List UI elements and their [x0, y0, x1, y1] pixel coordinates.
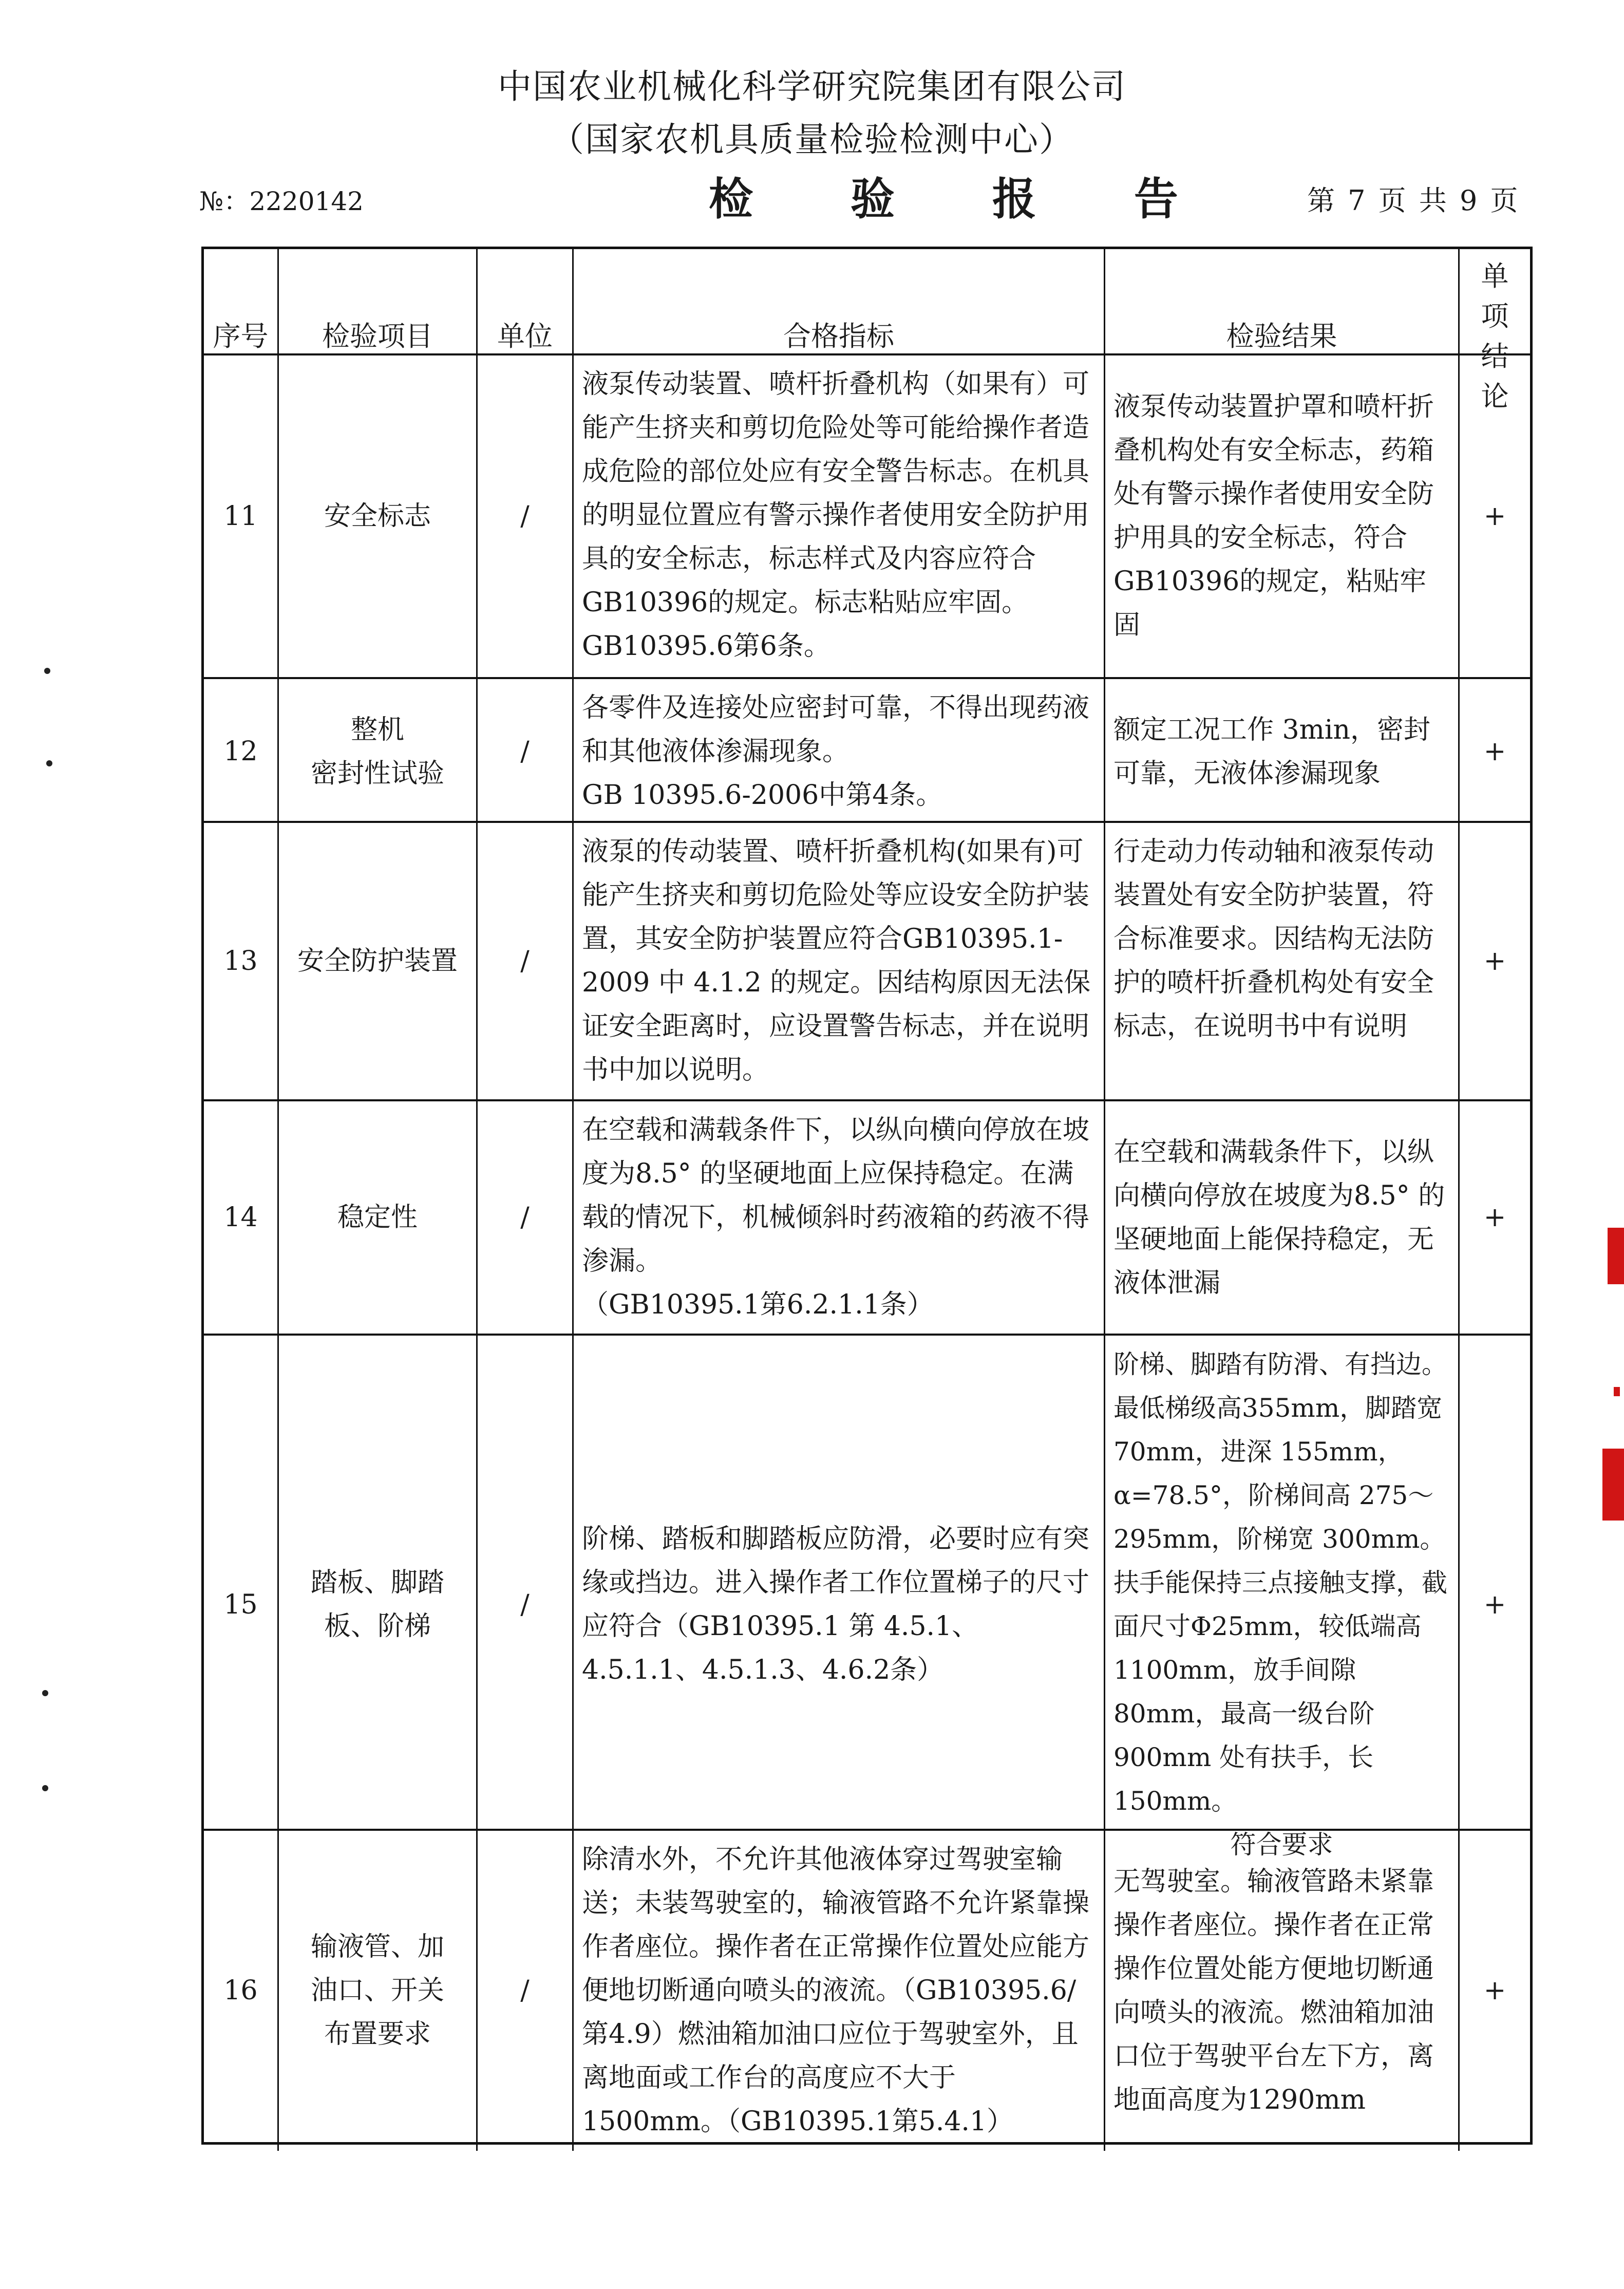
table-row — [204, 677, 1530, 821]
stamp-fragment — [1602, 1449, 1624, 1521]
header-spec: 合格指标 — [572, 249, 1104, 424]
header-item: 检验项目 — [277, 249, 476, 424]
row-spec: 液泵的传动装置、喷杆折叠机构(如果有)可能产生挤夹和剪切危险处等应设安全防护装置，其安全防护装置应符合GB10395.1-2009 中 4.1.2 的规定。因结构原因无法保证安全距离时，应设置警告标志，并在说明书中加以说明。 — [572, 823, 1104, 1099]
row-no: 16 — [223, 1975, 258, 2006]
row-conclusion: + — [1458, 1336, 1530, 1874]
header-unit: 单位 — [476, 249, 572, 424]
header-no: 序号 — [213, 320, 269, 352]
organization-name: 中国农业机械化科学研究院集团有限公司 — [498, 67, 1126, 106]
report-title: 检 验 报 告 — [709, 173, 1219, 225]
binding-dot — [46, 760, 52, 766]
inspection-table — [201, 247, 1533, 2145]
table-row — [204, 1099, 1530, 1334]
row-result — [1104, 1831, 1458, 2151]
row-conclusion: + — [1458, 823, 1530, 1099]
row-unit: / — [476, 1101, 572, 1334]
organization-subtitle: （国家农机具质量检验检测中心） — [550, 120, 1074, 159]
row-item: 整机 密封性试验 — [277, 679, 476, 824]
row-result — [1104, 679, 1458, 824]
row-spec: 除清水外，不允许其他液体穿过驾驶室输送；未装驾驶室的，输液管路不允许紧靠操作者座位。操作者在正常操作位置处应能方便地切断通向喷头的液流。（GB10395.6/第4.9）燃油箱加油口应位于驾驶室外，且离地面或工作台的高度应不大于1500mm。（GB10395.1第5.4.1） — [572, 1831, 1104, 2151]
binding-dot — [44, 668, 50, 674]
row-result-text: 在空载和满载条件下，以纵向横向停放在坡度为8.5° 的坚硬地面上能保持稳定，无液体泄漏 — [1113, 1136, 1445, 1299]
row-item: 踏板、脚踏 板、阶梯 — [277, 1336, 476, 1874]
row-spec — [572, 1336, 1104, 1874]
row-item: 安全防护装置 — [277, 823, 476, 1099]
table-row — [204, 1334, 1530, 1860]
row-unit: / — [476, 1336, 572, 1874]
row-item: 安全标志 — [277, 355, 476, 677]
row-unit: / — [476, 823, 572, 1099]
row-unit: / — [476, 355, 572, 677]
row-conclusion: + — [1458, 1831, 1530, 2151]
row-result-text: 液泵传动装置护罩和喷杆折叠机构处有安全标志，药箱处有警示操作者使用安全防护用具的安全标志，符合GB10396的规定，粘贴牢固 — [1113, 391, 1434, 641]
table-header-row — [204, 249, 1530, 412]
row-no: 14 — [223, 1202, 258, 1233]
header-conclusion: 单项结论 — [1458, 249, 1530, 424]
table-row — [204, 353, 1530, 677]
row-spec: 在空载和满载条件下，以纵向横向停放在坡度为8.5° 的坚硬地面上应保持稳定。在满载的情况下，机械倾斜时药液箱的药液不得渗漏。 （GB10395.1第6.2.1.1条） — [572, 1101, 1104, 1334]
row-spec-text: 阶梯、踏板和脚踏板应防滑，必要时应有突缘或挡边。进入操作者工作位置梯子的尺寸应符合（GB10395.1 第 4.5.1、4.5.1.1、4.5.1.3、4.6.2条） — [582, 1524, 1090, 1685]
report-number: №：2220142 — [199, 186, 364, 216]
row-result — [1104, 1101, 1458, 1334]
row-conclusion: + — [1458, 355, 1530, 677]
page-number: 第 7 页 共 9 页 — [1307, 184, 1520, 217]
row-result-note: 符合要求 — [1230, 1830, 1333, 1860]
header-result: 检验结果 — [1104, 249, 1458, 424]
row-result — [1104, 355, 1458, 677]
row-unit: / — [476, 1831, 572, 2151]
row-result: 行走动力传动轴和液泵传动装置处有安全防护装置，符合标准要求。因结构无法防护的喷杆折叠机构处有安全标志，在说明书中有说明 — [1104, 823, 1458, 1099]
row-spec: 各零件及连接处应密封可靠，不得出现药液和其他液体渗漏现象。 GB 10395.6-2006中第4条。 — [572, 679, 1104, 824]
binding-dot — [42, 1690, 48, 1696]
row-result-text: 无驾驶室。输液管路未紧靠操作者座位。操作者在正常操作位置处能方便地切断通向喷头的液流。燃油箱加油口位于驾驶平台左下方，离地面高度为1290mm — [1113, 1866, 1434, 2115]
table-row — [204, 821, 1530, 1099]
row-conclusion: + — [1458, 1101, 1530, 1334]
binding-dot — [42, 1785, 48, 1791]
row-no: 11 — [223, 500, 258, 532]
row-conclusion: + — [1458, 679, 1530, 824]
row-item: 稳定性 — [277, 1101, 476, 1334]
row-result — [1104, 1336, 1458, 1874]
row-result-text: 额定工况工作 3min，密封可靠，无液体渗漏现象 — [1113, 714, 1431, 789]
row-no: 15 — [223, 1589, 258, 1620]
table-row — [204, 1829, 1530, 2142]
row-item: 输液管、加 油口、开关 布置要求 — [277, 1831, 476, 2151]
row-result-text: 阶梯、脚踏有防滑、有挡边。最低梯级高355mm，脚踏宽70mm，进深 155mm，α=78.5°，阶梯间高 275～295mm，阶梯宽 300mm。扶手能保持三点接触支撑，截面尺寸Φ25mm，较低端高1100mm，放手间隙 80mm，最高一级台阶 900mm 处有扶手，长150mm。 — [1113, 1349, 1447, 1816]
stamp-fragment — [1608, 1228, 1624, 1284]
row-no: 13 — [223, 945, 258, 977]
row-unit: / — [476, 679, 572, 824]
row-spec: 液泵传动装置、喷杆折叠机构（如果有）可能产生挤夹和剪切危险处等可能给操作者造成危险的部位处应有安全警告标志。在机具的明显位置应有警示操作者使用安全防护用具的安全标志，标志样式及内容应符合GB10396的规定。标志粘贴应牢固。GB10395.6第6条。 — [572, 355, 1104, 677]
row-no: 12 — [223, 736, 258, 767]
stamp-fragment — [1614, 1387, 1620, 1396]
